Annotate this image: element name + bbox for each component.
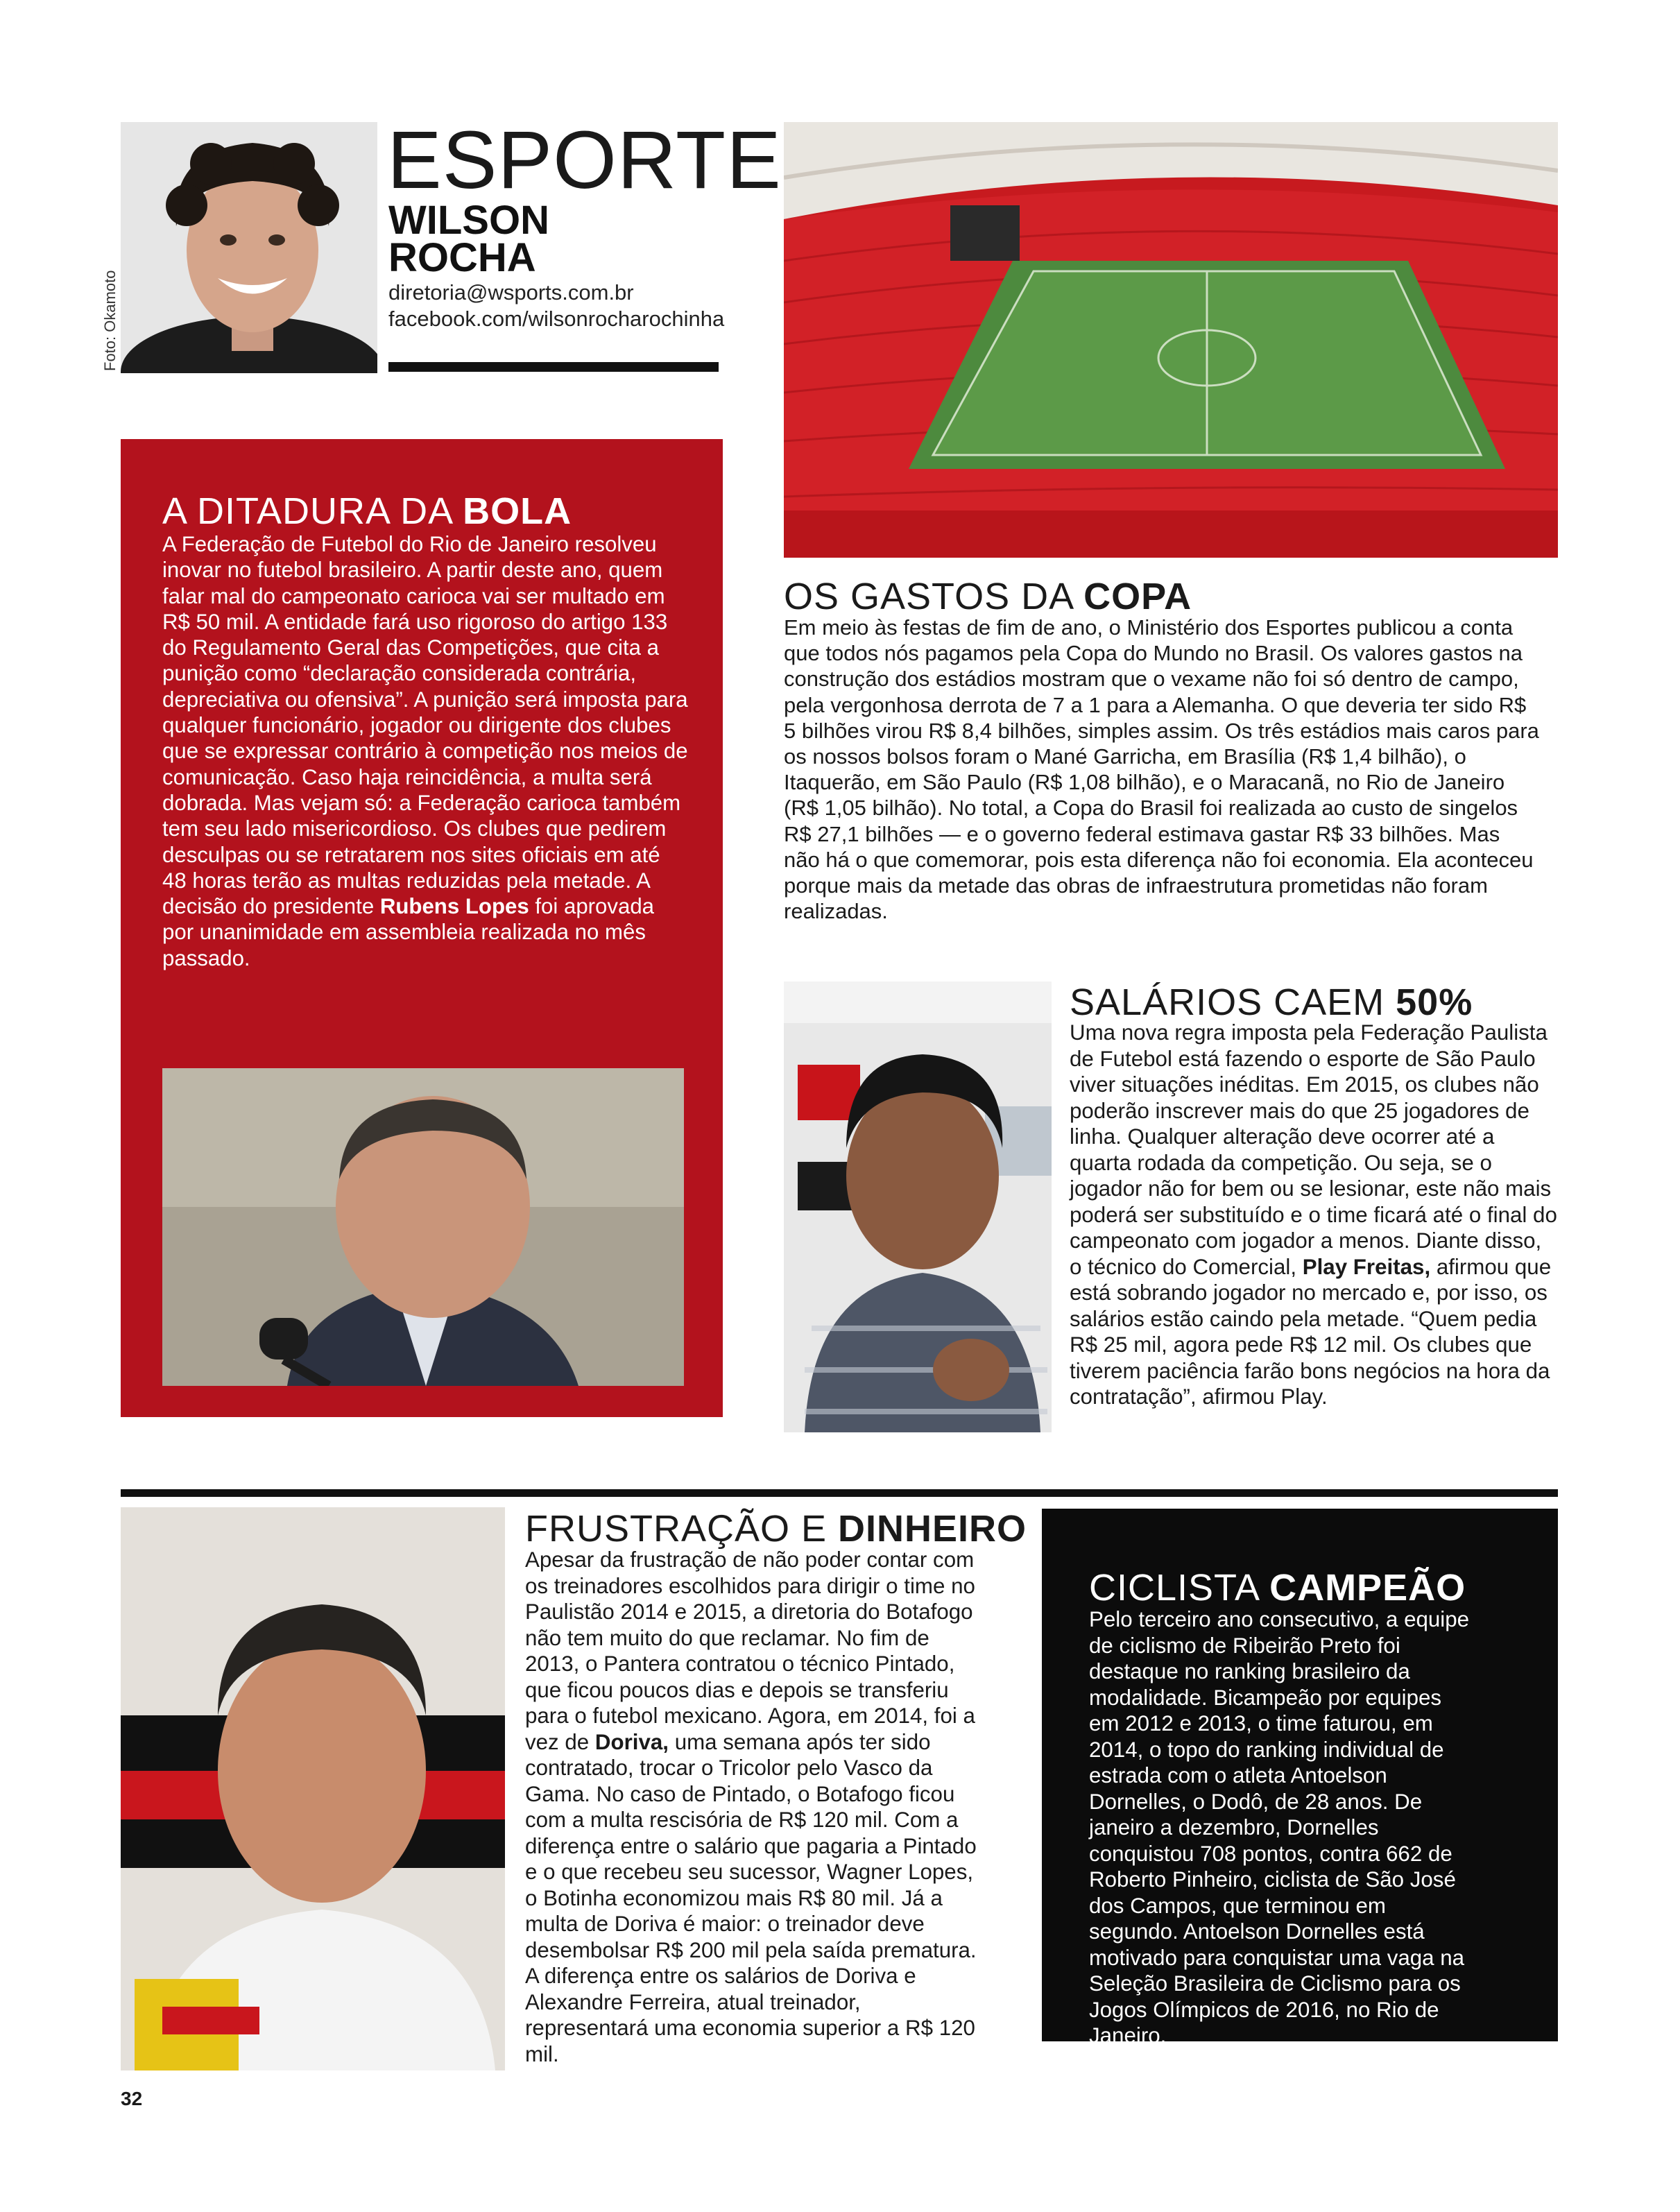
ditadura-body-before: A Federação de Futebol do Rio de Janeiro resolveu inovar no futebol brasileiro. A partir deste ano, quem falar mal do campeonato carioca vai ser multado em R$ 50 mil. A entidade fará uso rigoroso do artigo 133 do Regulamento Geral das Competições, que cita a punição como “declaração considerada contrária, depreciativa ou ofensiva”. A punição será imposta para qualquer funcionário, jogador ou dirigente dos clubes que se expressar contrário à competição nos meios de comunicação. Caso haja reincidência, a multa será dobrada. Mas vejam só: a Federação carioca também tem seu lado misericordioso. Os clubes que pedirem desculpas ou se retratarem nos sites oficiais em até 48 horas terão as multas reduzidas pela metade. A decisão do presidente <box>162 532 688 919</box>
ditadura-body-bold: Rubens Lopes <box>379 894 529 919</box>
salarios-headline <box>1070 981 1473 1023</box>
frustracao-title-light: FRUSTRAÇÃO E <box>525 1508 839 1550</box>
ditadura-headline <box>162 492 572 530</box>
salarios-body-bold: Play Freitas, <box>1302 1254 1431 1279</box>
copa-body: Em meio às festas de fim de ano, o Ministério dos Esportes publicou a conta que todos nós pagamos pela Copa do Mundo no Brasil. Os valores gastos na construção dos estádios mostram que o vexame não foi só dentro de campo, pela vergonhosa derrota de 7 a 1 para a Alemanha. O que deveria ter sido R$ 5 bilhões virou R$ 8,4 bilhões, simples assim. Os três estádios mais caros para os nossos bolsos foram o Mané Garricha, em Brasília (R$ 1,4 bilhão), o Itaquerão, em São Paulo (R$ 1,08 bilhão), e o Maracanã, no Rio de Janeiro (R$ 1,05 bilhão). No total, a Copa do Brasil foi realizada ao custo de singelos R$ 27,1 bilhões — e o governo federal estimava gastar R$ 33 bilhões. Mas não há o que comemorar, pois esta diferença não foi economia. Ela aconteceu porque mais da metade das obras de infraestrutura prometidas não foram realizadas. <box>784 615 1539 924</box>
ditadura-title-light: A DITADURA DA <box>162 490 463 532</box>
frustracao-body-before: Apesar da frustração de não poder contar com os treinadores escolhidos para dirigir o time no Paulistão 2014 e 2015, a diretoria do Botafogo não tem muito do que reclamar. No fim de 2013, o Pantera contratou o técnico Pintado, que ficou poucos dias e depois se transferiu para o futebol mexicano. Agora, em 2014, foi a vez de <box>525 1547 975 1754</box>
ditadura-body <box>162 531 689 971</box>
copa-headline <box>784 578 1192 615</box>
header-rule <box>388 362 719 372</box>
ciclista-title-bold: CAMPEÃO <box>1269 1567 1466 1609</box>
ditadura-title-bold: BOLA <box>463 490 572 532</box>
frustracao-headline <box>525 1508 1027 1550</box>
section-title: ESPORTE <box>387 114 782 206</box>
frustracao-title-bold: DINHEIRO <box>838 1508 1027 1550</box>
ciclista-title-light: CICLISTA <box>1089 1567 1270 1609</box>
doriva-photo <box>121 1507 505 2070</box>
photo-credit: Foto: Okamoto <box>101 270 119 371</box>
salarios-body-after: afirmou que está sobrando jogador no mercado e, por isso, os salários estão caindo pela metade. “Quem pedia R$ 25 mil, agora pede R$ 12 mil. Os clubes que tiverem paciência farão bons negócios na hora da contratação”, afirmou Play. <box>1070 1254 1552 1409</box>
salarios-body <box>1070 1020 1559 1410</box>
frustracao-body-bold: Doriva, <box>594 1729 669 1754</box>
copa-title-light: OS GASTOS DA <box>784 576 1084 617</box>
salarios-title-light: SALÁRIOS CAEM <box>1070 981 1396 1023</box>
salarios-body-before: Uma nova regra imposta pela Federação Paulista de Futebol está fazendo o esporte de São Paulo viver situações inéditas. Em 2015, os clubes não poderão inscrever mais do que 25 jogadores de linha. Qualquer alteração deve ocorrer até a quarta rodada da competição. Ou seja, se o jogador não for bem ou se lesionar, este não mais poderá ser substituído e o time ficará até o final do campeonato com jogador a menos. Diante disso, o técnico do Comercial, <box>1070 1020 1557 1279</box>
stadium-photo <box>784 122 1558 558</box>
author-email: diretoria@wsports.com.br <box>388 280 634 305</box>
author-name-line2: ROCHA <box>388 235 536 280</box>
frustracao-body <box>525 1547 986 2067</box>
page-number: 32 <box>121 2088 143 2109</box>
copa-title-bold: COPA <box>1083 576 1192 617</box>
author-name-line1: WILSON <box>388 198 549 243</box>
ditadura-body-after: foi aprovada por unanimidade em assembleia realizada no mês passado. <box>162 894 655 970</box>
section-divider <box>121 1489 1558 1497</box>
author-facebook: facebook.com/wilsonrocharochinha <box>388 307 725 331</box>
columnist-photo <box>121 122 377 373</box>
ciclista-headline <box>1089 1567 1466 1609</box>
salarios-title-bold: 50% <box>1396 981 1473 1023</box>
frustracao-body-after: uma semana após ter sido contratado, trocar o Tricolor pelo Vasco da Gama. No caso de Pintado, o Botafogo ficou com a multa rescisória de R$ 120 mil. Com a diferença entre o salário que pagaria a Pintado e o que recebeu seu sucessor, Wagner Lopes, o Botinha economizou mais R$ 80 mil. Já a multa de Doriva é maior: o treinador deve desembolsar R$ 200 mil pela saída prematura. A diferença entre os salários de Doriva e Alexandre Ferreira, atual treinador, representará uma economia superior a R$ 120 mil. <box>525 1729 977 2066</box>
rubens-lopes-photo <box>162 1068 684 1386</box>
play-freitas-photo <box>784 981 1052 1432</box>
ciclista-body: Pelo terceiro ano consecutivo, a equipe de ciclismo de Ribeirão Preto foi destaque no ranking brasileiro da modalidade. Bicampeão por equipes em 2012 e 2013, o time faturou, em 2014, o topo do ranking individual de estrada com o atleta Antoelson Dornelles, o Dodô, de 28 anos. De janeiro a dezembro, Dornelles conquistou 708 pontos, contra 662 de Roberto Pinheiro, ciclista de São José dos Campos, que terminou em segundo. Antoelson Dornelles está motivado para conquistar uma vaga na Seleção Brasileira de Ciclismo para os Jogos Olímpicos de 2016, no Rio de Janeiro. <box>1089 1607 1470 2048</box>
